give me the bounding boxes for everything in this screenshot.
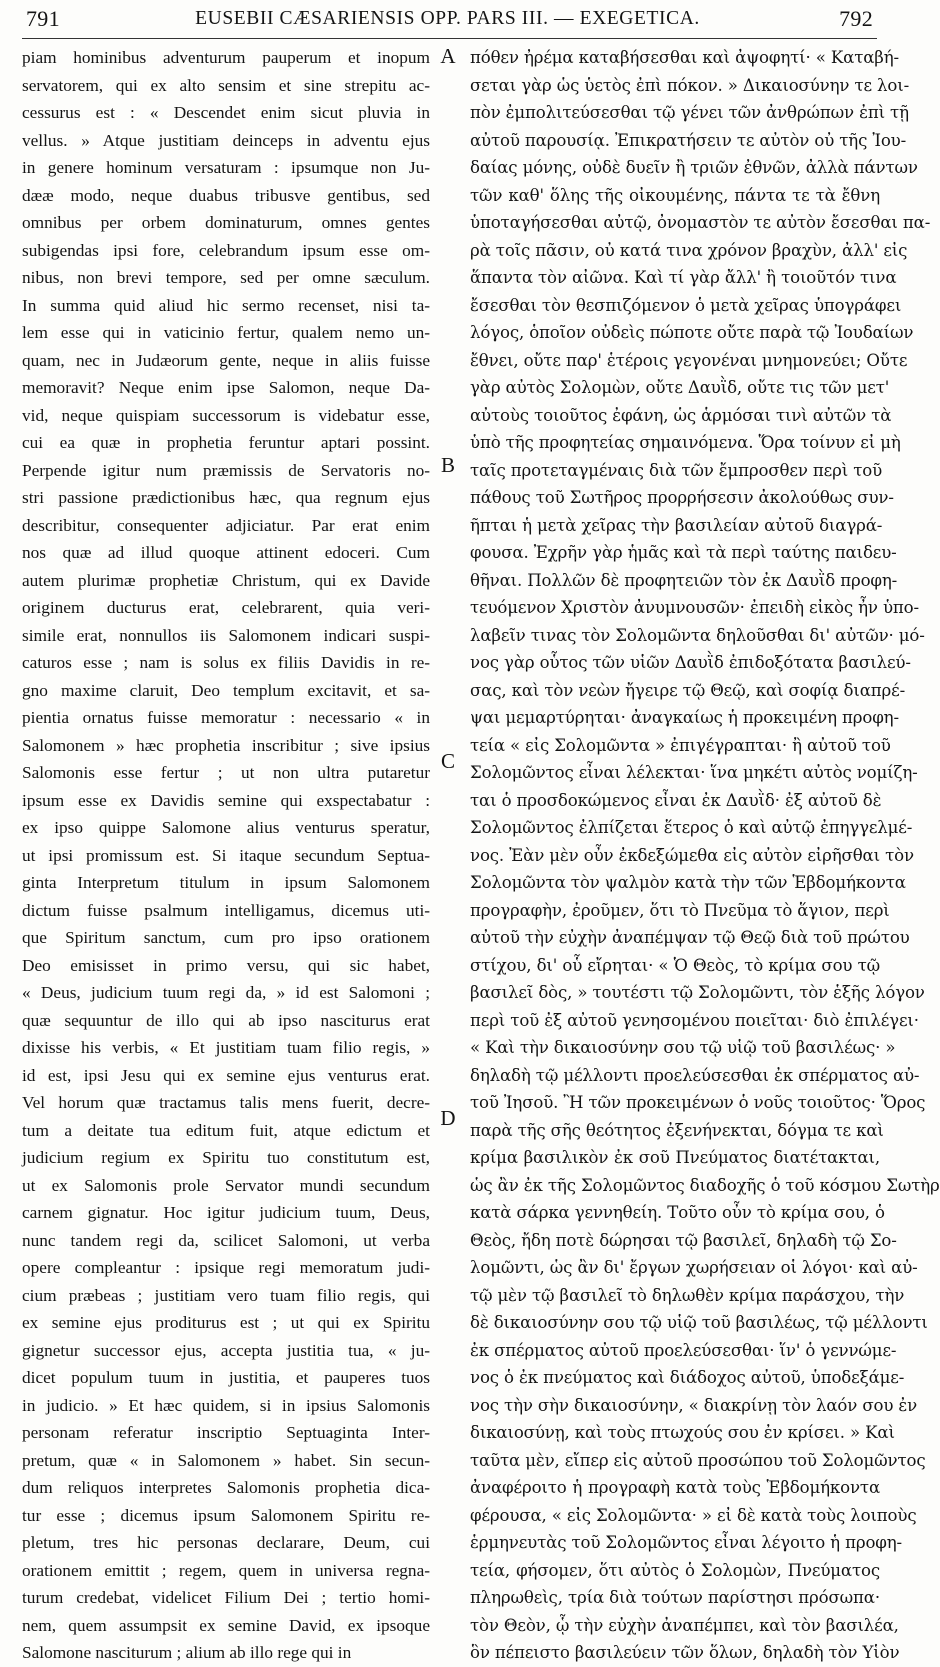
latin-text-line: turum credebat, videlicet Filium Dei ; tertio homi- (22, 1588, 430, 1607)
margin-marker-a: A (440, 44, 456, 68)
greek-text-line: τοῦ Ἰησοῦ. Ἢ τῶν προκειμένων ὁ νοῦς τοιοῦτος· Ὅρος (470, 1093, 926, 1112)
running-title: EUSEBII CÆSARIENSIS OPP. PARS III. — EXEGETICA. (195, 8, 700, 29)
greek-text-line: ἔσεσθαι τὸν θεσπιζόμενον ὁ μετὰ χεῖρας ὑπογράφει (470, 295, 902, 315)
latin-text-line: simile erat, nonnullos iis Salomonem indicari suspi- (22, 625, 430, 645)
greek-text-line: ἔθνει, οὔτε παρ' ἑτέροις γεγονέναι μνημονεύει; Οὔτε (470, 350, 908, 370)
greek-text-line: αὐτοῦ παρουσίᾳ. Ἐπικρατήσειν τε αὐτὸν οὐ τῆς Ἰου- (470, 130, 907, 150)
greek-text-line: ἀναφέροιτο ἡ προγραφὴ κατὰ τοὺς Ἑβδομήκοντα (470, 1478, 880, 1497)
greek-text-line: ἅπαντα τὸν αἰῶνα. Καὶ τί γὰρ ἄλλ' ἢ τοιοῦτόν τινα (470, 268, 897, 287)
latin-text-line: Salomonis esse fertur ; ut non ultra putaretur (22, 763, 430, 782)
latin-text-line: opere compleantur : ipsique regi memoratum judi- (22, 1258, 430, 1277)
latin-text-line: pientia ornatus fuisse memoratur : necessario « in (22, 708, 430, 727)
greek-text-line: δὲ δικαιοσύνην σου τῷ υἱῷ τοῦ βασιλέως, τῷ μέλλοντι (470, 1313, 928, 1332)
greek-text-line: δαίας μόνης, οὐδὲ δυεῖν ἢ τριῶν ἐθνῶν, ἀλλὰ πάντων (470, 158, 918, 177)
page-number-left: 791 (26, 6, 60, 31)
greek-text-line: σας, καὶ τὸν νεὼν ἤγειρε τῷ Θεῷ, καὶ σοφίᾳ διαπρέ- (470, 680, 906, 700)
greek-text-line: ψαι μεμαρτύρηται· ἀναγκαίως ἡ προκειμένη προφη- (470, 708, 899, 727)
latin-text-line: pretum, quæ « in Salomonem » habet. Sin secun- (22, 1450, 430, 1470)
margin-marker-d: D (440, 1106, 456, 1130)
header-rule (22, 38, 877, 39)
latin-text-line: dicet populum tuum in justitia, et pauperes tuos (22, 1368, 430, 1387)
greek-text-line: Θεὸς, ἤδη ποτὲ δώρησαι τῷ βασιλεῖ, δηλαδὴ τῷ Σο- (470, 1230, 897, 1250)
latin-text-line: In summa quid aliud hic sermo recenset, nisi ta- (22, 295, 430, 315)
greek-text-line: ταῖς προτεταγμέναις διὰ τῶν ἔμπροσθεν περὶ τοῦ (470, 460, 883, 480)
greek-text-line: τῷ μὲν τῷ βασιλεῖ τὸ δηλωθὲν κρίμα παράσχου, τὴν (470, 1285, 905, 1305)
margin-marker-c: C (440, 749, 455, 773)
latin-text-line: nunc tandem regi da, scilicet Salomoni, ut verba (22, 1230, 430, 1250)
greek-text-line: ται ὁ προσδοκώμενος εἶναι ἐκ Δαυῒδ· ἐξ αὐτοῦ δὲ (470, 790, 882, 810)
latin-text-line: vellus. » Atque justitiam deinceps in adventu ejus (22, 130, 430, 150)
greek-text-line: σεται γὰρ ὡς ὑετὸς ἐπὶ πόκον. » Δικαιοσύνην τε λοι- (470, 75, 910, 95)
greek-text-line: πληρωθεὶς, τρία διὰ τούτων παρίστησι πρόσωπα· (470, 1588, 880, 1607)
latin-text-line: que Spiritum sanctum, cum pro ipso orationem (22, 928, 430, 947)
latin-text-line: id est, ipsi Jesu qui ex semine ejus venturus erat. (22, 1065, 430, 1085)
greek-text-line: δικαιοσύνῃ, καὶ τοὺς πτωχούς σου ἐν κρίσει. » Καὶ (470, 1423, 895, 1442)
greek-text-line: ὡς ἂν ἐκ τῆς Σολομῶντος διαδοχῆς ὁ τοῦ κόσμου Σωτὴρ (470, 1175, 940, 1195)
greek-text-line: φουσα. Ἐχρῆν γὰρ ἡμᾶς καὶ τὰ περὶ ταύτης παιδευ- (470, 543, 897, 562)
latin-text-line: Salomonem » hæc prophetia inscribitur ; sive ipsius (22, 735, 430, 755)
greek-text-line: δηλαδὴ τῷ μέλλοντι προελεύσεσθαι ἐκ σπέρματος αὐ- (470, 1065, 920, 1085)
greek-text-line: τευόμενον Χριστὸν ἀνυμνουσῶν· ἐπειδὴ εἰκὸς ἦν ὑπο- (470, 598, 919, 617)
greek-text-line: θῆναι. Πολλῶν δὲ προφητειῶν τὸν ἐκ Δαυῒδ προφη- (470, 570, 898, 590)
latin-text-line: Salomone nasciturum ; alium ab illo rege qui in (22, 1643, 352, 1662)
latin-text-line: « Deus, judicium tuum regi da, » id est Salomoni ; (22, 983, 430, 1002)
latin-text-line: quæ sequuntur de illo qui ab ipso nasciturus erat (22, 1010, 430, 1030)
greek-text-line: πόθεν ἠρέμα καταβήσεσθαι καὶ ἀψοφητί· « Καταβή- (470, 48, 899, 67)
greek-text-line: « Καὶ τὴν δικαιοσύνην σου τῷ υἱῷ τοῦ βασιλέως· » (470, 1038, 896, 1057)
latin-text-line: gignetur successor ejus, accepta justitia tua, « ju- (22, 1340, 430, 1360)
greek-text-line: ἐκ σπέρματος αὐτοῦ προελεύσεσθαι· ἵν' ὁ γεννώμε- (470, 1340, 897, 1360)
greek-text-line: πάθους τοῦ Σωτῆρος προρρήσεσιν ἀκολούθως συν- (470, 488, 894, 507)
greek-text-line: τὸν Θεὸν, ᾧ τὴν εὐχὴν ἀναπέμπει, καὶ τὸν βασιλέα, (470, 1615, 899, 1635)
latin-text-line: ex semine ejus proditurus est ; ut qui ex Spiritu (22, 1313, 430, 1332)
latin-text-line: gno maxime claruit, Deo templum excitavit, et sa- (22, 680, 430, 700)
latin-text-line: originem ducturus erat, celebrarent, quia veri- (22, 598, 430, 617)
latin-text-line: dææ modo, neque duabus tribusve gentibus, sed (22, 185, 430, 205)
greek-text-line: λόγος, ὁποῖον οὐδεὶς πώποτε οὔτε παρὰ τῷ Ἰουδαίων (470, 323, 914, 342)
latin-text-line: dum reliquos interpretes Salomonis prophetia dica- (22, 1478, 430, 1497)
latin-text-line: ut ipsi promissum est. Si itaque secundum Septua- (22, 845, 430, 865)
greek-text-line: ῆπται ἡ μετὰ χεῖρας τὴν βασιλείαν αὐτοῦ διαγρά- (470, 515, 883, 535)
latin-text-line: piam hominibus adventurum pauperum et inopum (22, 48, 430, 67)
greek-text-line: πὸν ἐμπολιτεύσεσθαι τῷ γένει τῶν ἀνθρώπων ἐπὶ τῇ (470, 103, 909, 122)
latin-text-line: judicium regium ex Spiritu tuo constitutum est, (22, 1148, 430, 1167)
latin-text-line: autem plurimæ prophetiæ Christum, qui ex Davide (22, 570, 430, 590)
latin-text-line: ex ipso quippe Salomone alius venturus speratur, (22, 818, 430, 837)
greek-text-line: λομῶντι, ὡς ἂν δι' ἔργων χωρήσειαν οἱ λόγοι· καὶ αὐ- (470, 1258, 918, 1277)
latin-text-line: lem esse qui in vaticinio fertur, qualem nemo un- (22, 323, 430, 342)
latin-text-line: caturos esse ; nam is solus ex filiis Davidis in re- (22, 653, 430, 672)
latin-text-line: nos quæ ad illud quoque attinent edoceri. Cum (22, 543, 430, 562)
latin-text-line: tum a deitate tua editum fuit, atque edictum et (22, 1120, 430, 1140)
latin-text-line: in genere hominum versaturam : ipsumque non Ju- (22, 158, 430, 177)
latin-text-line: tur esse ; dicemus ipsum Salomonem Spiritu re- (22, 1505, 430, 1525)
latin-text-line: nibus, non brevi tempore, sed per omne sæculum. (22, 268, 430, 287)
latin-text-line: dictum fuisse psalmum intelligamus, dicemus uti- (22, 900, 430, 920)
greek-text-line: κατὰ σάρκα γεννηθείη. Τοῦτο οὖν τὸ κρίμα σου, ὁ (470, 1203, 885, 1222)
greek-text-line: ρὰ τοῖς πᾶσιν, οὐ κατά τινα χρόνον βραχὺν, ἀλλ' εἰς (470, 240, 908, 260)
greek-text-line: ὑπὸ τῆς προφητείας σημαινόμενα. Ὅρα τοίνυν εἰ μὴ (470, 433, 901, 452)
latin-text-line: subigendas ipsi fore, celebrandum ipsum esse om- (22, 240, 430, 260)
latin-text-line: ut ex Salomonis prole Servator mundi secundum (22, 1175, 430, 1195)
greek-text-line: νος γὰρ οὗτος τῶν υἱῶν Δαυῒδ ἐπιδοξότατα βασιλεύ- (470, 653, 911, 672)
greek-text-line: ταῦτα μὲν, εἴπερ εἰς αὐτοῦ προσώπου τοῦ Σολομῶντος (470, 1450, 926, 1470)
greek-text-line: αὐτοῦ τὴν εὐχὴν ἀναπέμψαν τῷ Θεῷ διὰ τοῦ πρώτου (470, 928, 910, 947)
greek-column (470, 44, 940, 1667)
greek-text-line: φέρουσα, « εἰς Σολομῶντα· » εἰ δὲ κατὰ τοὺς λοιποὺς (470, 1505, 917, 1525)
latin-text-line: vid, neque quispiam successorum is videbatur esse, (22, 405, 430, 425)
latin-text-line: omnibus per orbem dominaturum, omnes gentes (22, 213, 430, 232)
greek-text-line: λαβεῖν τινας τὸν Σολομῶντα δηλοῦσθαι δι' αὐτῶν· μό- (470, 625, 925, 645)
greek-text-line: Σολομῶντα τὸν ψαλμὸν κατὰ τὴν τῶν Ἑβδομήκοντα (470, 873, 906, 892)
latin-text-line: pletum, tres hic personas declarare, Deum, cui (22, 1533, 430, 1552)
latin-text-line: memoravit? Neque enim ipse Salomon, neque Da- (22, 378, 430, 397)
greek-text-line: ὃν πέπειστο βασιλεύειν τῶν ὅλων, δηλαδὴ τὸν Υἱὸν (470, 1643, 900, 1662)
greek-text-line: τεία « εἰς Σολομῶντα » ἐπιγέγραπται· ἢ αὐτοῦ τοῦ (470, 735, 891, 755)
greek-text-line: τῶν καθ' ὅλης τῆς οἰκουμένης, πάντα τε τὰ ἔθνη (470, 185, 880, 205)
latin-text-line: Vel horum quæ tractamus talis mens fuerit, decre- (22, 1093, 430, 1112)
latin-text-line: servatorem, qui ex alto sensim et sine strepitu ac- (22, 75, 430, 95)
greek-text-line: στίχου, δι' οὗ εἴρηται· « Ὁ Θεὸς, τὸ κρίμα σου τῷ (470, 955, 880, 975)
latin-text-line: orationem emittit ; regem, quem in universa regna- (22, 1560, 430, 1580)
greek-text-line: νος τὴν σὴν δικαιοσύνην, « διακρίνῃ τὸν λαόν σου ἐν (470, 1395, 918, 1415)
greek-text-line: παρὰ τῆς σῆς θεότητος ἐξενήνεκται, δόγμα τε καὶ (470, 1120, 884, 1140)
latin-text-line: dixisse his verbis, « Et justitiam tuam filio regis, » (22, 1038, 430, 1057)
page-header (18, 6, 877, 40)
greek-text-line: ὑποταγήσεσθαι αὐτῷ, ὀνομαστὸν τε αὐτὸν ἔσεσθαι πα- (470, 213, 931, 232)
latin-text-line: ginta Interpretum titulum in ipsum Salomonem (22, 873, 430, 892)
greek-text-line: προγραφὴν, ἐροῦμεν, ὅτι τὸ Πνεῦμα τὸ ἅγιον, περὶ (470, 900, 890, 920)
latin-text-line: cessurus est : « Descendet enim sicut pluvia in (22, 103, 430, 122)
greek-text-line: Σολομῶντος ἐλπίζεται ἕτερος ὁ καὶ αὐτῷ ἐπηγγελμέ- (470, 818, 913, 837)
margin-marker-b: B (440, 453, 455, 477)
latin-text-line: Perpende igitur num præmissis de Servatoris no- (22, 460, 430, 480)
latin-text-line: personam referatur inscriptio Septuaginta Inter- (22, 1423, 430, 1442)
greek-text-line: νος ὁ ἐκ πνεύματος καὶ διάδοχος αὐτοῦ, ὑποδεξάμε- (470, 1368, 905, 1387)
latin-text-line: describitur, consequenter adjiciatur. Par erat enim (22, 515, 430, 535)
greek-text-line: κρίμα βασιλικὸν ἐκ σοῦ Πνεύματος διατέτακται, (470, 1148, 880, 1167)
latin-text-line: carnem gignatur. Hoc igitur judicium tuum, Deus, (22, 1203, 430, 1222)
latin-column (22, 44, 430, 1667)
greek-text-line: περὶ τοῦ ἐξ αὐτοῦ γενησομένου ποιεῖται· διὸ ἐπιλέγει· (470, 1010, 919, 1030)
greek-text-line: γὰρ αὐτὸς Σολομὼν, οὔτε Δαυῒδ, οὔτε τις τῶν μετ' (470, 378, 890, 397)
page-number-right: 792 (839, 6, 873, 31)
latin-text-line: cui ea quæ in prophetia feruntur aptari possint. (22, 433, 430, 452)
latin-text-line: Deo emisisset in primo versu, qui sic habet, (22, 955, 430, 975)
latin-text-line: ipsum esse ex Davidis semine qui exspectabatur : (22, 790, 430, 810)
greek-text-line: τεία, φήσομεν, ὅτι αὐτὸς ὁ Σολομὼν, Πνεύματος (470, 1560, 880, 1580)
latin-text-line: cium præbeas ; justitiam vero tuam filio regis, qui (22, 1285, 430, 1305)
greek-text-line: βασιλεῖ δὸς, » τουτέστι τῷ Σολομῶντι, τὸν ἑξῆς λόγον (470, 983, 925, 1002)
latin-text-line: stri passione prædictionibus hæc, qua regnum ejus (22, 488, 430, 507)
latin-text-line: quam, nec in Judæorum gente, neque in aliis fuisse (22, 350, 430, 370)
greek-text-line: νος. Ἐὰν μὲν οὖν ἐκδεξώμεθα εἰς αὐτὸν εἰρῆσθαι τὸν (470, 845, 914, 865)
latin-text-line: in judicio. » Et hæc quidem, si in ipsius Salomonis (22, 1395, 430, 1415)
greek-text-line: ἑρμηνευτὰς τοῦ Σολομῶντος εἶναι λέγοιτο ἡ προφη- (470, 1533, 902, 1552)
greek-text-line: Σολομῶντος εἶναι λέλεκται· ἵνα μηκέτι αὐτὸς νομίζη- (470, 763, 918, 782)
greek-text-line: αὐτοὺς τοιοῦτος ἐφάνη, ὡς ἁρμόσαι τινὶ αὐτῶν τὰ (470, 405, 892, 425)
latin-text-line: nem, quem assumpsit ex semine David, ex ipsoque (22, 1615, 430, 1635)
